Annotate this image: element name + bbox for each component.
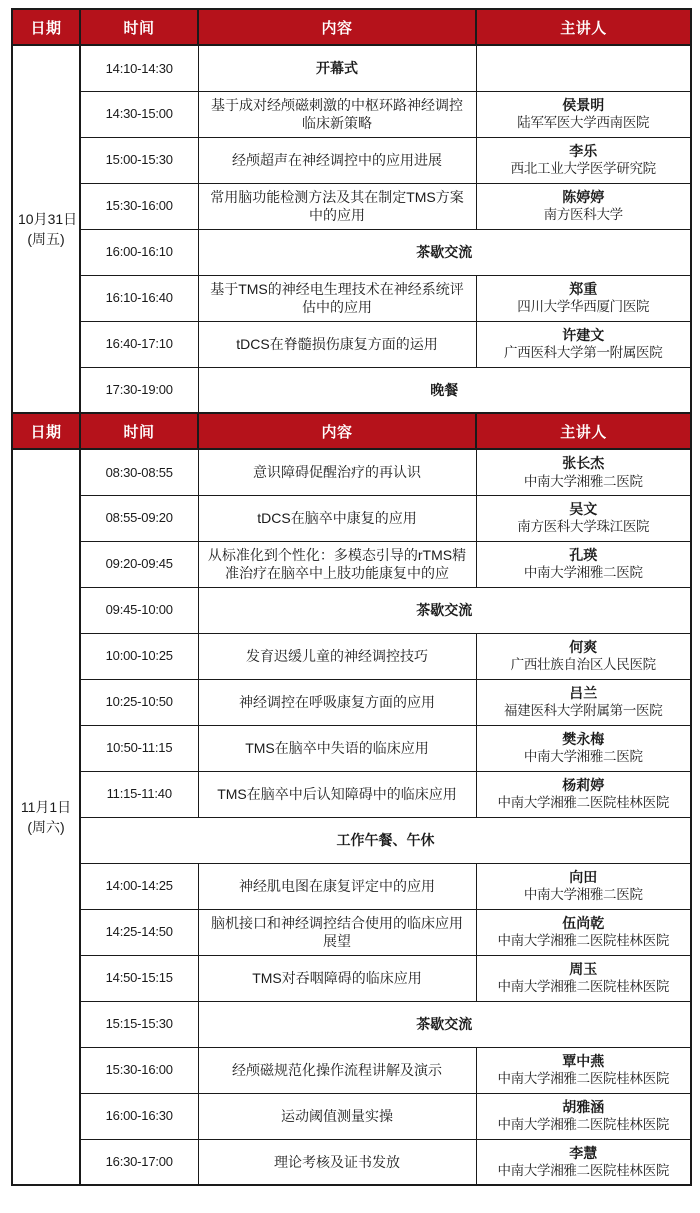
speaker-cell: [476, 909, 691, 955]
table-row: [12, 633, 691, 679]
column-header-topic: 内容: [198, 413, 476, 449]
time-cell: 08:55-09:20: [80, 495, 198, 541]
time-cell: 11:15-11:40: [80, 771, 198, 817]
topic-cell: 发育迟缓儿童的神经调控技巧: [198, 633, 476, 679]
date-cell: [12, 45, 80, 413]
time-cell: 15:30-16:00: [80, 183, 198, 229]
speaker-name: 何爽: [569, 639, 598, 656]
time-cell: 14:25-14:50: [80, 909, 198, 955]
time-cell: 15:00-15:30: [80, 137, 198, 183]
speaker-organization: 中南大学湘雅二医院桂林医院: [497, 1117, 670, 1133]
table-row: [12, 495, 691, 541]
speaker-name: 吴文: [569, 501, 598, 518]
time-cell: 15:30-16:00: [80, 1047, 198, 1093]
column-header-speaker: 主讲人: [476, 9, 691, 45]
table-row: [12, 679, 691, 725]
speaker-organization: 南方医科大学: [543, 207, 623, 223]
speaker-name: 陈婷婷: [562, 189, 605, 206]
speaker-organization: 中南大学湘雅二医院: [523, 887, 643, 903]
speaker-cell: [476, 1093, 691, 1139]
topic-cell: 从标准化到个性化：多模态引导的rTMS精准治疗在脑卒中上肢功能康复中的应: [198, 541, 476, 587]
time-cell: 14:30-15:00: [80, 91, 198, 137]
table-header-row: [12, 413, 691, 449]
break-row-label: 茶歇交流: [198, 1001, 691, 1047]
time-cell: 15:15-15:30: [80, 1001, 198, 1047]
time-cell: 14:50-15:15: [80, 955, 198, 1001]
time-cell: 10:25-10:50: [80, 679, 198, 725]
speaker-name: 覃中燕: [562, 1053, 605, 1070]
speaker-name: 向田: [569, 869, 598, 886]
speaker-cell: [476, 1047, 691, 1093]
speaker-cell: [476, 1139, 691, 1185]
speaker-organization: 广西医科大学第一附属医院: [504, 345, 663, 361]
table-row: [12, 321, 691, 367]
speaker-organization: 福建医科大学附属第一医院: [504, 703, 663, 719]
table-row: [12, 725, 691, 771]
speaker-name: 张长杰: [562, 455, 605, 472]
topic-cell: 经颅磁规范化操作流程讲解及演示: [198, 1047, 476, 1093]
time-cell: 09:20-09:45: [80, 541, 198, 587]
time-cell: 10:00-10:25: [80, 633, 198, 679]
speaker-cell: [476, 725, 691, 771]
speaker-cell: [476, 955, 691, 1001]
table-row: [12, 955, 691, 1001]
topic-cell: 理论考核及证书发放: [198, 1139, 476, 1185]
table-row: [12, 91, 691, 137]
break-row-label: 茶歇交流: [198, 229, 691, 275]
table-row: [12, 1047, 691, 1093]
speaker-name: 许建文: [562, 327, 605, 344]
column-header-date: 日期: [12, 413, 80, 449]
time-cell: 16:10-16:40: [80, 275, 198, 321]
table-row: [12, 1139, 691, 1185]
speaker-name: 李乐: [569, 143, 598, 160]
speaker-cell: [476, 495, 691, 541]
column-header-speaker: 主讲人: [476, 413, 691, 449]
break-row-label: 工作午餐、午休: [80, 817, 691, 863]
topic-cell: 常用脑功能检测方法及其在制定TMS方案中的应用: [198, 183, 476, 229]
agenda-table: [11, 8, 692, 1186]
table-row: [12, 45, 691, 91]
speaker-cell: [476, 449, 691, 495]
speaker-organization: 南方医科大学珠江医院: [517, 519, 650, 535]
date-weekday: (周六): [27, 819, 65, 835]
speaker-name: 胡雅涵: [562, 1099, 605, 1116]
table-row: [12, 1001, 691, 1047]
table-row: [12, 541, 691, 587]
topic-cell: tDCS在脑卒中康复的应用: [198, 495, 476, 541]
speaker-cell: [476, 541, 691, 587]
speaker-organization: 中南大学湘雅二医院桂林医院: [497, 1071, 670, 1087]
speaker-cell: [476, 771, 691, 817]
speaker-organization: 四川大学华西厦门医院: [517, 299, 650, 315]
speaker-cell: [476, 275, 691, 321]
speaker-name: 李慧: [569, 1144, 598, 1161]
speaker-name: 杨莉婷: [562, 777, 605, 794]
speaker-name: 吕兰: [569, 685, 598, 702]
table-row: [12, 183, 691, 229]
topic-cell: 神经调控在呼吸康复方面的应用: [198, 679, 476, 725]
speaker-organization: 广西壮族自治区人民医院: [510, 657, 656, 673]
topic-cell: 经颅超声在神经调控中的应用进展: [198, 137, 476, 183]
break-row-label: 晚餐: [198, 367, 691, 413]
time-cell: 16:00-16:30: [80, 1093, 198, 1139]
topic-cell: 开幕式: [198, 45, 476, 91]
table-row: [12, 1093, 691, 1139]
table-row: [12, 137, 691, 183]
break-row-label: 茶歇交流: [198, 587, 691, 633]
speaker-cell: [476, 863, 691, 909]
column-header-time: 时间: [80, 9, 198, 45]
topic-cell: 脑机接口和神经调控结合使用的临床应用展望: [198, 909, 476, 955]
date-main: 11月1日: [20, 798, 72, 815]
table-row: [12, 229, 691, 275]
speaker-cell: [476, 45, 691, 91]
time-cell: 17:30-19:00: [80, 367, 198, 413]
topic-cell: 基于成对经颅磁刺激的中枢环路神经调控临床新策略: [198, 91, 476, 137]
speaker-cell: [476, 137, 691, 183]
table-row: [12, 909, 691, 955]
time-cell: 10:50-11:15: [80, 725, 198, 771]
topic-cell: 基于TMS的神经电生理技术在神经系统评估中的应用: [198, 275, 476, 321]
topic-cell: 意识障碍促醒治疗的再认识: [198, 449, 476, 495]
table-row: [12, 817, 691, 863]
speaker-cell: [476, 183, 691, 229]
column-header-date: 日期: [12, 9, 80, 45]
date-main: 10月31日: [18, 210, 78, 227]
speaker-name: 孔瑛: [569, 547, 598, 564]
speaker-cell: [476, 91, 691, 137]
topic-cell: TMS在脑卒中后认知障碍中的临床应用: [198, 771, 476, 817]
speaker-organization: 中南大学湘雅二医院: [523, 749, 643, 765]
speaker-organization: 中南大学湘雅二医院桂林医院: [497, 933, 670, 949]
speaker-organization: 中南大学湘雅二医院桂林医院: [497, 795, 670, 811]
table-row: [12, 275, 691, 321]
date-cell: [12, 449, 80, 1185]
date-weekday: (周五): [27, 231, 65, 247]
table-row: [12, 863, 691, 909]
topic-cell: TMS在脑卒中失语的临床应用: [198, 725, 476, 771]
time-cell: 09:45-10:00: [80, 587, 198, 633]
speaker-name: 樊永梅: [562, 731, 605, 748]
speaker-name: 侯景明: [562, 97, 605, 114]
speaker-cell: [476, 321, 691, 367]
speaker-organization: 西北工业大学医学研究院: [510, 161, 656, 177]
speaker-organization: 中南大学湘雅二医院: [523, 565, 643, 581]
time-cell: 08:30-08:55: [80, 449, 198, 495]
speaker-cell: [476, 679, 691, 725]
speaker-organization: 中南大学湘雅二医院桂林医院: [497, 1163, 670, 1179]
time-cell: 16:30-17:00: [80, 1139, 198, 1185]
topic-cell: 运动阈值测量实操: [198, 1093, 476, 1139]
topic-cell: tDCS在脊髓损伤康复方面的运用: [198, 321, 476, 367]
table-header-row: [12, 9, 691, 45]
column-header-time: 时间: [80, 413, 198, 449]
speaker-name: 郑重: [569, 281, 598, 298]
time-cell: 16:40-17:10: [80, 321, 198, 367]
speaker-organization: 中南大学湘雅二医院桂林医院: [497, 979, 670, 995]
speaker-name: 周玉: [569, 961, 598, 978]
speaker-organization: 陆军军医大学西南医院: [517, 115, 650, 131]
column-header-topic: 内容: [198, 9, 476, 45]
speaker-cell: [476, 633, 691, 679]
topic-cell: 神经肌电图在康复评定中的应用: [198, 863, 476, 909]
table-row: [12, 771, 691, 817]
time-cell: 16:00-16:10: [80, 229, 198, 275]
table-row: [12, 587, 691, 633]
speaker-organization: 中南大学湘雅二医院: [523, 473, 643, 489]
time-cell: 14:10-14:30: [80, 45, 198, 91]
time-cell: 14:00-14:25: [80, 863, 198, 909]
speaker-name: 伍尚乾: [562, 915, 605, 932]
table-row: [12, 367, 691, 413]
table-row: [12, 449, 691, 495]
topic-cell: TMS对吞咽障碍的临床应用: [198, 955, 476, 1001]
